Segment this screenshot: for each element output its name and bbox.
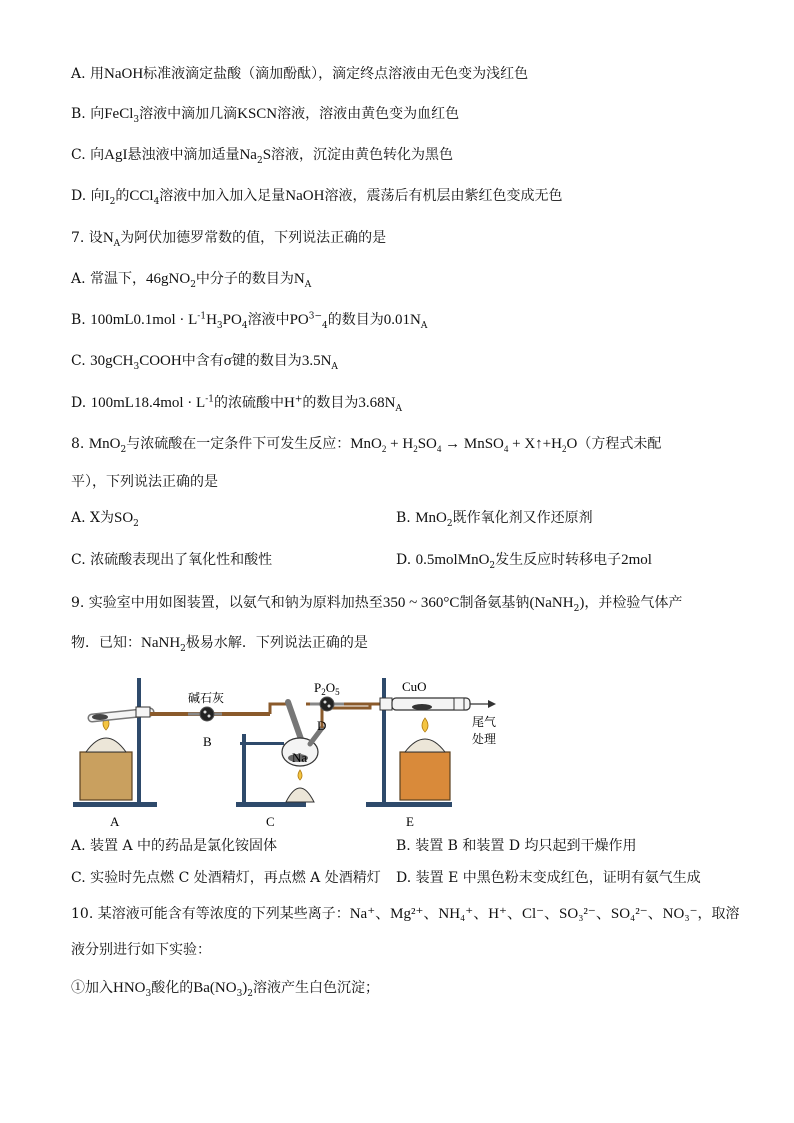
label-na: Na (292, 750, 308, 765)
label-a: A (110, 814, 120, 829)
q7-option-b: B. $100mL0.1mol \cdot L^{-1}H_3PO_4$溶液中$PO^{3-}_4$的数目为$0.01N_A$ (71, 311, 428, 331)
burner-a (80, 716, 132, 800)
clamp-a (136, 707, 150, 717)
q10-step-1: ①加入$HNO_3$酸化的$Ba(NO_3)_2$溶液产生白色沉淀； (71, 980, 380, 999)
q9-option-c: C. 实验时先点燃 C 处酒精灯，再点燃 A 处酒精灯 (71, 870, 381, 886)
q8-option-a: A. X为$SO_2$ (71, 510, 139, 529)
q9-option-a: A. 装置 A 中的药品是氯化铵固体 (71, 838, 278, 854)
combustion-tube-e (380, 698, 496, 710)
q6-option-c: C. 向AgI悬浊液中滴加适量$Na_2S$溶液，沉淀由黄色转化为黑色 (71, 147, 454, 166)
label-d: D (317, 718, 327, 733)
q9-option-d: D. 装置 E 中黑色粉末变成红色，证明有氨气生成 (396, 870, 701, 886)
q9-stem-line2: 物．已知：NaNH$_2$极易水解．下列说法正确的是 (71, 635, 368, 654)
burner-c (286, 770, 314, 802)
label-cuo: CuO (402, 679, 427, 694)
q7-option-d: D. $100mL18.4mol \cdot L^{-1}$的浓硫酸中H+的数目为$3.68N_A$ (71, 394, 402, 414)
q6-option-a: A. 用NaOH标准液滴定盐酸（滴加酚酞），滴定终点溶液由无色变为浅红色 (71, 66, 529, 82)
label-tail-1: 尾气 (472, 715, 497, 729)
apparatus-figure (70, 664, 520, 834)
q8-equation: $MnO_2 + H_2SO_4$ → MnSO$_4$ + $X↑+H_2O$ (350, 436, 578, 454)
label-c: C (266, 814, 275, 829)
q10-stem-line2: 液分别进行如下实验： (71, 942, 211, 958)
q7-option-a: A. 常温下，46gNO$_2$中分子的数目为$N_A$ (71, 271, 312, 290)
q9-stem: 9. 实验室中用如图装置，以氨气和钠为原料加热至350 ~ 360°C制备氨基钠(NaNH$_2$)，并检验气体产 (71, 595, 683, 614)
q6-option-b: B. 向FeCl$_3$溶液中滴加几滴KSCN溶液，溶液由黄色变为血红色 (71, 106, 460, 125)
label-p2o5: $P_2O_5$ (314, 680, 340, 697)
q7-stem: 7. 设$N_A$为阿伏加德罗常数的值，下列说法正确的是 (71, 230, 387, 249)
q8-option-b: B. MnO$_2$既作氧化剂又作还原剂 (396, 510, 593, 529)
q8-option-d: D. 0.5molMnO$_2$发生反应时转移电子2mol (396, 552, 652, 571)
q9-option-b: B. 装置 B 和装置 D 均只起到干燥作用 (396, 838, 637, 854)
q8-stem: 8. MnO$_2$与浓硫酸在一定条件下可发生反应：$MnO_2 + H_2SO_4$ → MnSO$_4$ + $X↑+H_2O$（方程式未配 (71, 436, 662, 455)
q6-option-d: D. 向$I_2$的CCl$_4$溶液中加入加入足量NaOH溶液，震荡后有机层由紫红色变成无色 (71, 188, 563, 207)
q10-stem: 10. 某溶液可能含有等浓度的下列某些离子：Na⁺、Mg²⁺、NH₄⁺、H⁺、Cl⁻、SO₃²⁻、SO₄²⁻、NO₃⁻，取溶 (71, 906, 740, 922)
label-b: B (203, 734, 212, 749)
label-e: E (406, 814, 414, 829)
burner-e (400, 718, 450, 800)
label-tail-2: 处理 (472, 732, 497, 746)
q8-option-c: C. 浓硫酸表现出了氧化性和酸性 (71, 552, 273, 568)
q8-stem-line2: 平），下列说法正确的是 (71, 474, 218, 490)
label-soda-lime: 碱石灰 (188, 691, 225, 705)
q7-option-c: C. 30gCH$_3$COOH中含有σ键的数目为$3.5N_A$ (71, 353, 338, 372)
drying-tube-b (188, 707, 222, 721)
